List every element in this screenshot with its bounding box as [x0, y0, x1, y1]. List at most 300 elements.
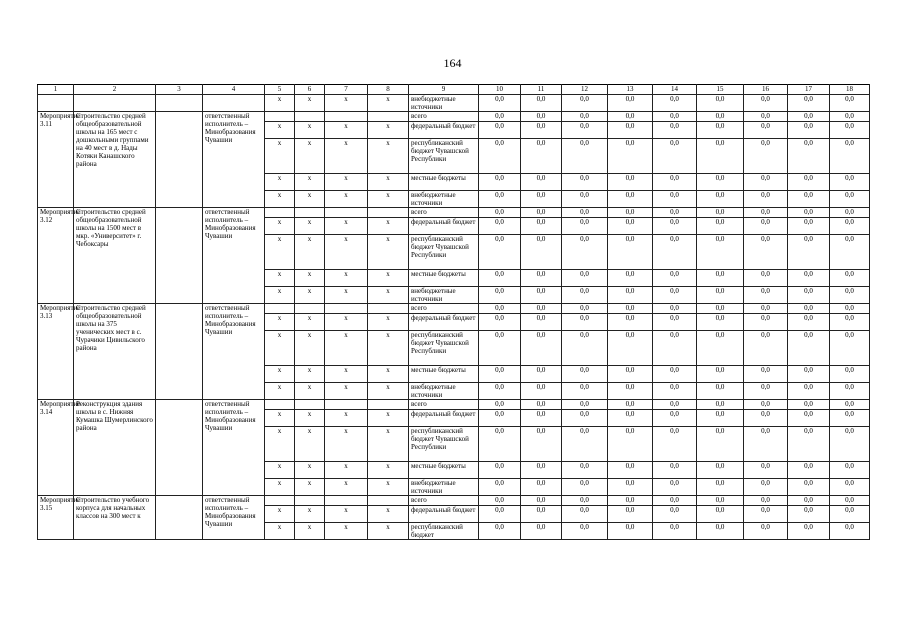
- amount-cell: 0,0: [788, 287, 830, 304]
- amount-cell: 0,0: [744, 462, 788, 479]
- amount-cell: 0,0: [697, 287, 744, 304]
- code-mark: х: [368, 383, 409, 400]
- funding-source: местные бюджеты: [409, 270, 479, 287]
- amount-cell: 0,0: [788, 304, 830, 314]
- code-mark: х: [368, 462, 409, 479]
- amount-cell: 0,0: [788, 506, 830, 523]
- amount-cell: 0,0: [697, 462, 744, 479]
- amount-cell: 0,0: [788, 496, 830, 506]
- amount-cell: 0,0: [830, 208, 870, 218]
- amount-cell: 0,0: [521, 410, 562, 427]
- amount-cell: 0,0: [562, 523, 608, 540]
- code-mark: х: [368, 139, 409, 174]
- amount-cell: 0,0: [744, 479, 788, 496]
- amount-cell: 0,0: [744, 314, 788, 331]
- column-number: 9: [409, 85, 479, 95]
- amount-cell: 0,0: [479, 496, 521, 506]
- measure-code-cell: [38, 95, 74, 112]
- amount-cell: 0,0: [479, 208, 521, 218]
- empty-cell: [156, 208, 203, 304]
- responsible-executor: ответственный исполнитель – Минобразования Чувашии: [203, 400, 265, 496]
- amount-cell: 0,0: [479, 427, 521, 462]
- code-mark: [265, 304, 295, 314]
- amount-cell: 0,0: [653, 314, 697, 331]
- amount-cell: 0,0: [653, 174, 697, 191]
- measure-code: Мероприятие 3.13: [38, 304, 74, 400]
- empty-cell: [156, 95, 203, 112]
- code-mark: х: [295, 139, 325, 174]
- amount-cell: 0,0: [479, 383, 521, 400]
- amount-cell: 0,0: [608, 383, 653, 400]
- amount-cell: 0,0: [653, 235, 697, 270]
- amount-cell: 0,0: [562, 506, 608, 523]
- code-mark: х: [368, 235, 409, 270]
- code-mark: [295, 496, 325, 506]
- amount-cell: 0,0: [830, 304, 870, 314]
- amount-cell: 0,0: [562, 139, 608, 174]
- funding-source: всего: [409, 208, 479, 218]
- code-mark: [295, 304, 325, 314]
- amount-cell: 0,0: [479, 235, 521, 270]
- responsible-executor: ответственный исполнитель – Минобразования Чувашии: [203, 112, 265, 208]
- amount-cell: 0,0: [562, 191, 608, 208]
- amount-cell: 0,0: [744, 366, 788, 383]
- responsible-cell: [203, 95, 265, 112]
- code-mark: х: [368, 523, 409, 540]
- funding-source: федеральный бюджет: [409, 506, 479, 523]
- funding-source: всего: [409, 496, 479, 506]
- column-number: 15: [697, 85, 744, 95]
- amount-cell: 0,0: [744, 523, 788, 540]
- code-mark: х: [295, 191, 325, 208]
- amount-cell: 0,0: [521, 400, 562, 410]
- measure-title-cell: [74, 95, 156, 112]
- amount-cell: 0,0: [608, 174, 653, 191]
- amount-cell: 0,0: [479, 287, 521, 304]
- code-mark: [325, 496, 368, 506]
- funding-source: республиканский бюджет Чувашской Республики: [409, 427, 479, 462]
- amount-cell: 0,0: [562, 112, 608, 122]
- amount-cell: 0,0: [788, 235, 830, 270]
- funding-source: федеральный бюджет: [409, 410, 479, 427]
- amount-cell: 0,0: [697, 122, 744, 139]
- code-mark: х: [325, 287, 368, 304]
- column-number: 12: [562, 85, 608, 95]
- column-number: 5: [265, 85, 295, 95]
- amount-cell: 0,0: [697, 304, 744, 314]
- amount-cell: 0,0: [744, 208, 788, 218]
- amount-cell: 0,0: [479, 112, 521, 122]
- code-mark: х: [325, 331, 368, 366]
- code-mark: х: [295, 479, 325, 496]
- code-mark: х: [295, 383, 325, 400]
- amount-cell: 0,0: [608, 218, 653, 235]
- code-mark: х: [265, 410, 295, 427]
- table-row: [38, 112, 870, 122]
- amount-cell: 0,0: [653, 479, 697, 496]
- code-mark: х: [325, 191, 368, 208]
- code-mark: [368, 400, 409, 410]
- budget-table: [37, 84, 870, 540]
- amount-cell: 0,0: [830, 270, 870, 287]
- amount-cell: 0,0: [788, 139, 830, 174]
- amount-cell: 0,0: [697, 174, 744, 191]
- funding-source: местные бюджеты: [409, 462, 479, 479]
- code-mark: х: [295, 122, 325, 139]
- code-mark: х: [295, 218, 325, 235]
- page-number: 164: [443, 56, 462, 70]
- column-number: 4: [203, 85, 265, 95]
- amount-cell: 0,0: [744, 112, 788, 122]
- code-mark: х: [325, 479, 368, 496]
- code-mark: х: [368, 366, 409, 383]
- amount-cell: 0,0: [653, 218, 697, 235]
- measure-title: Строительство средней общеобразовательной школы на 375 ученических мест в с. Чурачики Цивильского района: [74, 304, 156, 400]
- amount-cell: 0,0: [788, 112, 830, 122]
- amount-cell: 0,0: [830, 95, 870, 112]
- amount-cell: 0,0: [653, 523, 697, 540]
- code-mark: х: [368, 270, 409, 287]
- column-number: 2: [74, 85, 156, 95]
- code-mark: х: [295, 366, 325, 383]
- amount-cell: 0,0: [744, 122, 788, 139]
- amount-cell: 0,0: [479, 331, 521, 366]
- responsible-executor: ответственный исполнитель – Минобразования Чувашии: [203, 304, 265, 400]
- amount-cell: 0,0: [697, 496, 744, 506]
- amount-cell: 0,0: [788, 383, 830, 400]
- measure-title: Реконструкция здания школы в с. Нижняя Кумашка Шумерлинского района: [74, 400, 156, 496]
- code-mark: [325, 400, 368, 410]
- code-mark: х: [325, 506, 368, 523]
- amount-cell: 0,0: [744, 427, 788, 462]
- amount-cell: 0,0: [830, 366, 870, 383]
- amount-cell: 0,0: [479, 95, 521, 112]
- code-mark: х: [295, 410, 325, 427]
- amount-cell: 0,0: [830, 479, 870, 496]
- amount-cell: 0,0: [653, 506, 697, 523]
- funding-source: федеральный бюджет: [409, 218, 479, 235]
- amount-cell: 0,0: [744, 287, 788, 304]
- amount-cell: 0,0: [697, 400, 744, 410]
- amount-cell: 0,0: [830, 383, 870, 400]
- amount-cell: 0,0: [479, 400, 521, 410]
- amount-cell: 0,0: [830, 427, 870, 462]
- amount-cell: 0,0: [521, 112, 562, 122]
- amount-cell: 0,0: [697, 139, 744, 174]
- amount-cell: 0,0: [830, 122, 870, 139]
- amount-cell: 0,0: [608, 427, 653, 462]
- amount-cell: 0,0: [788, 479, 830, 496]
- amount-cell: 0,0: [788, 218, 830, 235]
- code-mark: [368, 304, 409, 314]
- column-number: 10: [479, 85, 521, 95]
- amount-cell: 0,0: [608, 314, 653, 331]
- table-row: [38, 95, 870, 112]
- amount-cell: 0,0: [521, 523, 562, 540]
- amount-cell: 0,0: [521, 235, 562, 270]
- funding-source: внебюджетные источники: [409, 383, 479, 400]
- amount-cell: 0,0: [744, 506, 788, 523]
- amount-cell: 0,0: [608, 95, 653, 112]
- funding-source: федеральный бюджет: [409, 122, 479, 139]
- amount-cell: 0,0: [830, 400, 870, 410]
- amount-cell: 0,0: [521, 462, 562, 479]
- amount-cell: 0,0: [697, 314, 744, 331]
- amount-cell: 0,0: [697, 112, 744, 122]
- amount-cell: 0,0: [653, 304, 697, 314]
- amount-cell: 0,0: [562, 304, 608, 314]
- column-number: 17: [788, 85, 830, 95]
- code-mark: [368, 112, 409, 122]
- amount-cell: 0,0: [521, 506, 562, 523]
- amount-cell: 0,0: [830, 287, 870, 304]
- empty-cell: [156, 496, 203, 540]
- code-mark: х: [295, 506, 325, 523]
- amount-cell: 0,0: [830, 331, 870, 366]
- code-mark: х: [265, 235, 295, 270]
- amount-cell: 0,0: [479, 218, 521, 235]
- code-mark: х: [325, 95, 368, 112]
- code-mark: [368, 208, 409, 218]
- code-mark: х: [325, 314, 368, 331]
- amount-cell: 0,0: [653, 287, 697, 304]
- code-mark: х: [368, 287, 409, 304]
- amount-cell: 0,0: [830, 496, 870, 506]
- amount-cell: 0,0: [788, 314, 830, 331]
- code-mark: х: [265, 462, 295, 479]
- amount-cell: 0,0: [697, 479, 744, 496]
- amount-cell: 0,0: [608, 410, 653, 427]
- code-mark: х: [368, 218, 409, 235]
- amount-cell: 0,0: [697, 235, 744, 270]
- code-mark: х: [368, 314, 409, 331]
- amount-cell: 0,0: [653, 410, 697, 427]
- amount-cell: 0,0: [479, 314, 521, 331]
- amount-cell: 0,0: [653, 112, 697, 122]
- code-mark: х: [265, 95, 295, 112]
- amount-cell: 0,0: [521, 139, 562, 174]
- code-mark: х: [295, 174, 325, 191]
- amount-cell: 0,0: [788, 427, 830, 462]
- amount-cell: 0,0: [562, 270, 608, 287]
- amount-cell: 0,0: [744, 174, 788, 191]
- column-number: 1: [38, 85, 74, 95]
- table-row: [38, 496, 870, 506]
- amount-cell: 0,0: [479, 366, 521, 383]
- amount-cell: 0,0: [608, 270, 653, 287]
- amount-cell: 0,0: [788, 191, 830, 208]
- amount-cell: 0,0: [479, 523, 521, 540]
- amount-cell: 0,0: [830, 314, 870, 331]
- amount-cell: 0,0: [697, 218, 744, 235]
- amount-cell: 0,0: [608, 122, 653, 139]
- responsible-executor: ответственный исполнитель – Минобразования Чувашии: [203, 208, 265, 304]
- code-mark: [325, 208, 368, 218]
- amount-cell: 0,0: [697, 506, 744, 523]
- amount-cell: 0,0: [521, 95, 562, 112]
- amount-cell: 0,0: [608, 366, 653, 383]
- code-mark: [295, 208, 325, 218]
- amount-cell: 0,0: [788, 122, 830, 139]
- amount-cell: 0,0: [653, 270, 697, 287]
- amount-cell: 0,0: [744, 270, 788, 287]
- amount-cell: 0,0: [521, 366, 562, 383]
- amount-cell: 0,0: [608, 304, 653, 314]
- table-row: [38, 208, 870, 218]
- empty-cell: [156, 112, 203, 208]
- code-mark: х: [325, 410, 368, 427]
- amount-cell: 0,0: [521, 122, 562, 139]
- funding-source: республиканский бюджет Чувашской Республики: [409, 331, 479, 366]
- code-mark: [325, 304, 368, 314]
- code-mark: х: [265, 506, 295, 523]
- amount-cell: 0,0: [744, 410, 788, 427]
- amount-cell: 0,0: [562, 235, 608, 270]
- amount-cell: 0,0: [562, 122, 608, 139]
- amount-cell: 0,0: [744, 139, 788, 174]
- code-mark: х: [325, 523, 368, 540]
- amount-cell: 0,0: [830, 112, 870, 122]
- column-number: 6: [295, 85, 325, 95]
- code-mark: х: [295, 331, 325, 366]
- amount-cell: 0,0: [788, 95, 830, 112]
- code-mark: х: [368, 122, 409, 139]
- amount-cell: 0,0: [653, 366, 697, 383]
- amount-cell: 0,0: [653, 122, 697, 139]
- amount-cell: 0,0: [788, 462, 830, 479]
- measure-code: Мероприятие 3.15: [38, 496, 74, 540]
- amount-cell: 0,0: [608, 139, 653, 174]
- amount-cell: 0,0: [479, 270, 521, 287]
- amount-cell: 0,0: [744, 400, 788, 410]
- amount-cell: 0,0: [479, 506, 521, 523]
- amount-cell: 0,0: [479, 122, 521, 139]
- code-mark: х: [265, 122, 295, 139]
- amount-cell: 0,0: [608, 400, 653, 410]
- amount-cell: 0,0: [521, 427, 562, 462]
- code-mark: х: [265, 191, 295, 208]
- code-mark: х: [265, 331, 295, 366]
- amount-cell: 0,0: [562, 366, 608, 383]
- funding-source: федеральный бюджет: [409, 314, 479, 331]
- amount-cell: 0,0: [562, 410, 608, 427]
- amount-cell: 0,0: [788, 523, 830, 540]
- code-mark: х: [325, 218, 368, 235]
- code-mark: х: [368, 506, 409, 523]
- amount-cell: 0,0: [744, 383, 788, 400]
- code-mark: х: [368, 174, 409, 191]
- code-mark: х: [368, 95, 409, 112]
- amount-cell: 0,0: [788, 400, 830, 410]
- amount-cell: 0,0: [744, 496, 788, 506]
- column-number: 18: [830, 85, 870, 95]
- amount-cell: 0,0: [653, 496, 697, 506]
- amount-cell: 0,0: [608, 523, 653, 540]
- amount-cell: 0,0: [479, 191, 521, 208]
- amount-cell: 0,0: [788, 270, 830, 287]
- amount-cell: 0,0: [521, 191, 562, 208]
- amount-cell: 0,0: [744, 235, 788, 270]
- code-mark: х: [295, 270, 325, 287]
- code-mark: х: [265, 383, 295, 400]
- amount-cell: 0,0: [608, 331, 653, 366]
- amount-cell: 0,0: [697, 523, 744, 540]
- code-mark: [368, 496, 409, 506]
- column-number: 3: [156, 85, 203, 95]
- amount-cell: 0,0: [479, 410, 521, 427]
- empty-cell: [156, 400, 203, 496]
- code-mark: х: [295, 314, 325, 331]
- amount-cell: 0,0: [521, 383, 562, 400]
- amount-cell: 0,0: [697, 95, 744, 112]
- amount-cell: 0,0: [608, 208, 653, 218]
- measure-title: Строительство учебного корпуса для начальных классов на 300 мест к: [74, 496, 156, 540]
- code-mark: [295, 112, 325, 122]
- amount-cell: 0,0: [788, 174, 830, 191]
- amount-cell: 0,0: [744, 218, 788, 235]
- amount-cell: 0,0: [653, 139, 697, 174]
- code-mark: х: [325, 139, 368, 174]
- code-mark: х: [265, 366, 295, 383]
- code-mark: х: [368, 410, 409, 427]
- code-mark: х: [368, 427, 409, 462]
- code-mark: х: [295, 95, 325, 112]
- code-mark: х: [265, 479, 295, 496]
- measure-title: Строительство средней общеобразовательной школы на 165 мест с дошкольными группами на 40 мест в д. Нады Котяки Канашского района: [74, 112, 156, 208]
- amount-cell: 0,0: [744, 304, 788, 314]
- code-mark: х: [325, 235, 368, 270]
- code-mark: [265, 208, 295, 218]
- code-mark: х: [368, 331, 409, 366]
- amount-cell: 0,0: [479, 174, 521, 191]
- amount-cell: 0,0: [830, 139, 870, 174]
- code-mark: х: [265, 174, 295, 191]
- amount-cell: 0,0: [608, 112, 653, 122]
- funding-source: республиканский бюджет Чувашской Республики: [409, 139, 479, 174]
- code-mark: х: [265, 314, 295, 331]
- code-mark: х: [265, 139, 295, 174]
- amount-cell: 0,0: [830, 235, 870, 270]
- amount-cell: 0,0: [830, 191, 870, 208]
- amount-cell: 0,0: [562, 427, 608, 462]
- amount-cell: 0,0: [744, 191, 788, 208]
- amount-cell: 0,0: [608, 479, 653, 496]
- code-mark: х: [325, 270, 368, 287]
- amount-cell: 0,0: [562, 174, 608, 191]
- amount-cell: 0,0: [562, 331, 608, 366]
- code-mark: [295, 400, 325, 410]
- table-header: [38, 85, 870, 95]
- amount-cell: 0,0: [521, 304, 562, 314]
- code-mark: х: [295, 235, 325, 270]
- amount-cell: 0,0: [830, 218, 870, 235]
- measure-code: Мероприятие 3.14: [38, 400, 74, 496]
- code-mark: х: [325, 174, 368, 191]
- column-number: 13: [608, 85, 653, 95]
- code-mark: [265, 400, 295, 410]
- amount-cell: 0,0: [562, 95, 608, 112]
- amount-cell: 0,0: [697, 270, 744, 287]
- amount-cell: 0,0: [562, 208, 608, 218]
- amount-cell: 0,0: [562, 400, 608, 410]
- amount-cell: 0,0: [562, 496, 608, 506]
- amount-cell: 0,0: [479, 462, 521, 479]
- code-mark: х: [265, 427, 295, 462]
- amount-cell: 0,0: [830, 523, 870, 540]
- funding-source: местные бюджеты: [409, 366, 479, 383]
- amount-cell: 0,0: [653, 383, 697, 400]
- code-mark: х: [265, 218, 295, 235]
